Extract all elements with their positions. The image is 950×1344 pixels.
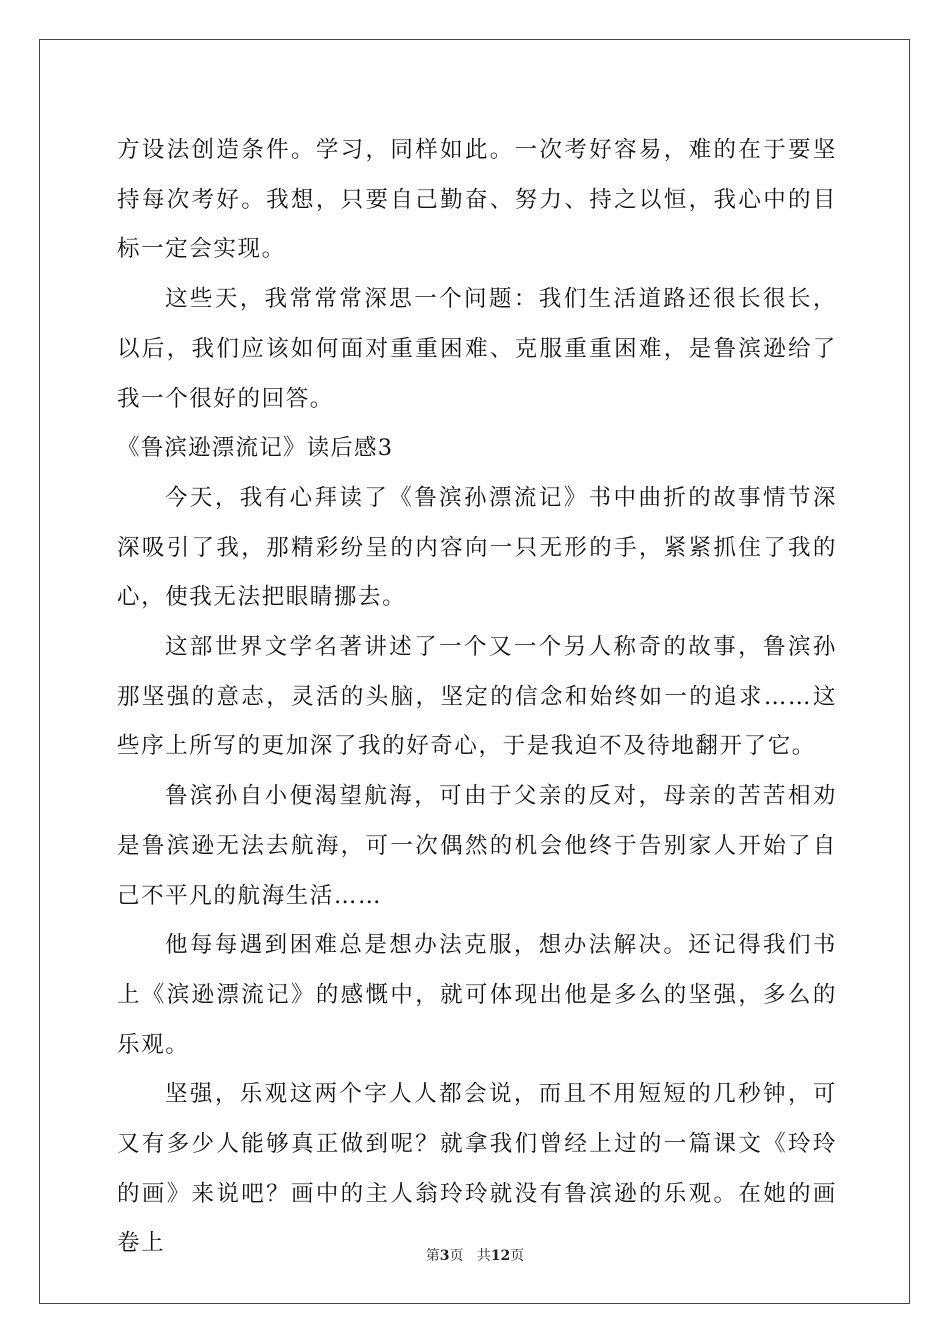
paragraph: 坚强，乐观这两个字人人都会说，而且不用短短的几秒钟，可又有多少人能够真正做到呢？就拿我们曾经上过的一篇课文《玲玲的画》来说吧？画中的主人翁玲玲就没有鲁滨逊的乐观。在她的画卷上 [117,1081,837,1257]
document-body [117,126,837,1269]
page-footer [0,1247,950,1265]
footer-total-suffix: 页 [510,1248,525,1264]
total-page-number: 12 [490,1248,511,1264]
paragraph: 今天，我有心拜读了《鲁滨孙漂流记》书中曲折的故事情节深深吸引了我，那精彩纷呈的内容向一只无形的手，紧紧抓住了我的心，使我无法把眼睛挪去。 [117,484,837,611]
footer-page-suffix: 页 [449,1248,464,1264]
footer-prefix: 第 [425,1248,440,1264]
paragraph: 他每每遇到困难总是想办法克服，想办法解决。还记得我们书上《滨逊漂流记》的感慨中，就可体现出他是多么的坚强，多么的乐观。 [117,932,837,1058]
footer-total-prefix: 共 [476,1248,491,1264]
paragraph: 这些天，我常常常深思一个问题：我们生活道路还很长很长，以后，我们应该如何面对重重困难、克服重重困难，是鲁滨逊给了我一个很好的回答。 [117,286,837,412]
paragraph: 鲁滨孙自小便渴望航海，可由于父亲的反对，母亲的苦苦相劝是鲁滨逊无法去航海，可一次偶然的机会他终于告别家人开始了自己不平凡的航海生活…… [117,783,837,909]
paragraph: 这部世界文学名著讲述了一个又一个另人称奇的故事，鲁滨孙那坚强的意志，灵活的头脑，坚定的信念和始终如一的追求……这些序上所写的更加深了我的好奇心，于是我迫不及待地翻开了它。 [117,634,837,760]
section-heading: 《鲁滨逊漂流记》读后感3 [117,435,394,462]
paragraph-continuation: 方设法创造条件。学习，同样如此。一次考好容易，难的在于要坚持每次考好。我想，只要自己勤奋、努力、持之以恒，我心中的目标一定会实现。 [117,137,837,263]
current-page-number: 3 [439,1248,450,1264]
